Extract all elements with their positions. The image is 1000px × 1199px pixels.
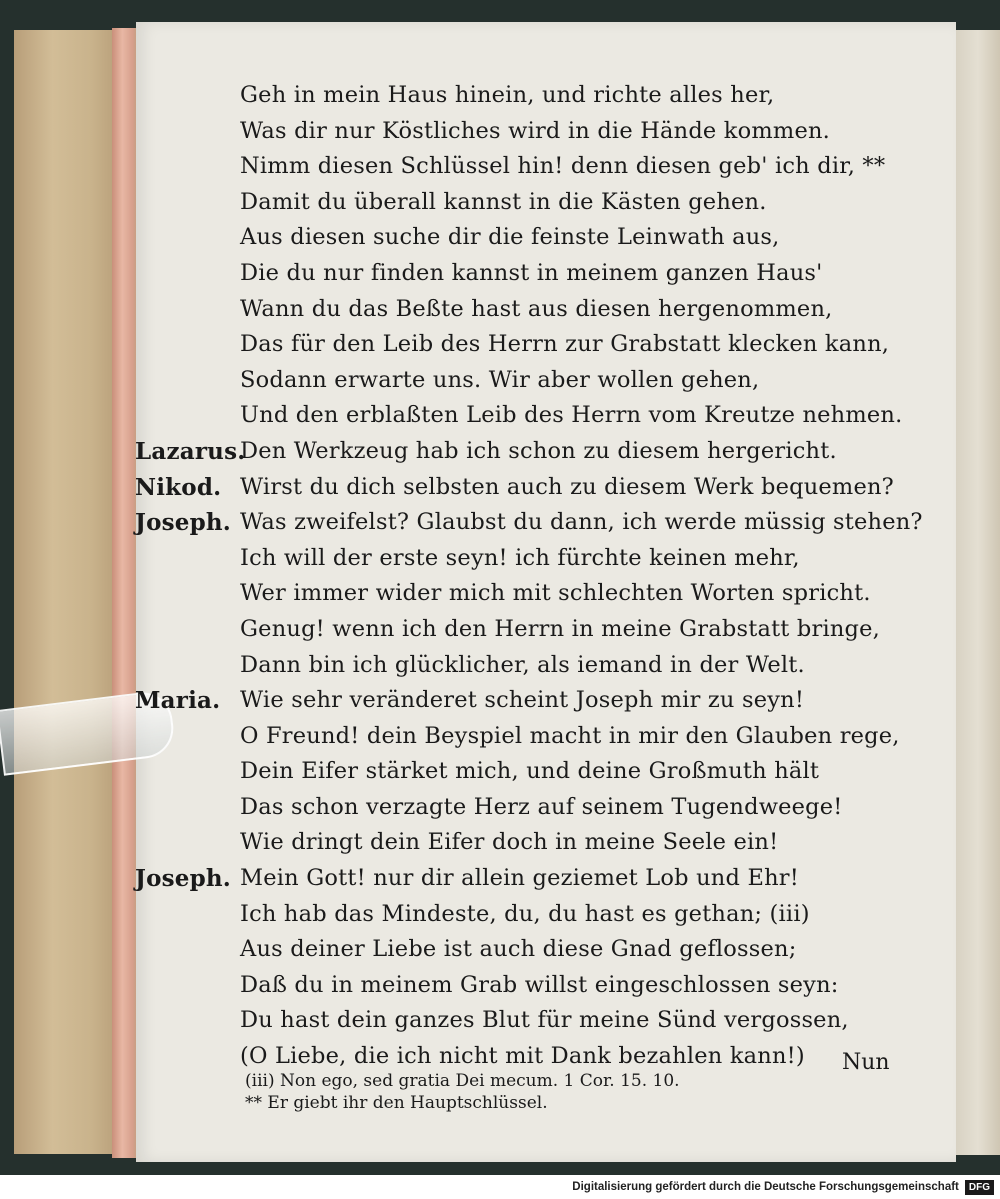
footnotes <box>245 1070 680 1114</box>
verse-line <box>135 541 895 577</box>
speaker-label: Nikod. <box>135 473 222 501</box>
next-page-edge <box>956 30 1000 1155</box>
verse-line <box>135 149 895 185</box>
footnote: ** Er giebt ihr den Hauptschlüssel. <box>245 1093 548 1113</box>
verse-text: Genug! wenn ich den Herrn in meine Grabstatt bringe, <box>240 615 881 642</box>
verse-text: Damit du überall kannst in die Kästen gehen. <box>240 188 767 215</box>
verse-line <box>135 256 895 292</box>
verse-text: Was zweifelst? Glaubst du dann, ich werde müssig stehen? <box>240 509 923 536</box>
speaker-label: Joseph. <box>135 865 232 893</box>
verse-text: O Freund! dein Beyspiel macht in mir den Glauben rege, <box>240 722 900 749</box>
verse-text: Den Werkzeug hab ich schon zu diesem hergericht. <box>240 437 837 464</box>
verse-line <box>135 220 895 256</box>
footnote: (iii) Non ego, sed gratia Dei mecum. 1 Cor. 15. 10. <box>245 1071 680 1091</box>
verse-line <box>135 398 903 434</box>
digitization-credit-bar <box>0 1175 1000 1199</box>
verse-text: Sodann erwarte uns. Wir aber wollen gehen, <box>240 366 760 393</box>
verse-line <box>135 114 895 150</box>
catchword: Nun <box>842 1050 890 1075</box>
verse-line <box>135 185 895 221</box>
verse-text: Aus diesen suche dir die feinste Leinwath aus, <box>240 224 780 251</box>
verse-line <box>135 648 895 684</box>
verse-text: Wer immer wider mich mit schlechten Worten spricht. <box>240 580 871 607</box>
verse-text: Geh in mein Haus hinein, und richte alles her, <box>240 82 775 108</box>
verse-line <box>135 505 923 541</box>
verse-text: (O Liebe, die ich nicht mit Dank bezahlen kann!) <box>240 1043 805 1070</box>
verse-text: Ich will der erste seyn! ich fürchte keinen mehr, <box>240 544 800 571</box>
dfg-logo: DFG <box>965 1180 994 1195</box>
verse-text: Wie sehr veränderet scheint Joseph mir zu seyn! <box>240 687 805 714</box>
verse-text: Wirst du dich selbsten auch zu diesem Werk bequemen? <box>240 473 894 500</box>
verse-line <box>135 897 895 933</box>
verse-line <box>135 363 895 399</box>
verse-line <box>135 292 895 328</box>
verse-text: Nimm diesen Schlüssel hin! denn diesen geb' ich dir, ** <box>240 153 886 180</box>
verse-text: Dein Eifer stärket mich, und deine Großmuth hält <box>240 758 820 785</box>
verse-text: Dann bin ich glücklicher, als iemand in der Welt. <box>240 651 805 678</box>
speaker-label: Joseph. <box>135 509 232 537</box>
speaker-label: Maria. <box>135 687 221 715</box>
credit-text: Digitalisierung gefördert durch die Deutsche Forschungsgemeinschaft <box>572 1181 959 1193</box>
verse-text: Ich hab das Mindeste, du, du hast es gethan; (iii) <box>240 900 810 927</box>
verse-text-block <box>135 78 923 1075</box>
verse-line <box>135 932 895 968</box>
verse-text: Das für den Leib des Herrn zur Grabstatt klecken kann, <box>240 331 890 358</box>
verse-line <box>135 470 895 506</box>
verse-line <box>135 790 895 826</box>
verse-line <box>135 1003 895 1039</box>
speaker-label: Lazarus. <box>135 437 246 465</box>
verse-line <box>135 719 900 755</box>
verse-text: Wann du das Beßte hast aus diesen hergenommen, <box>240 295 833 322</box>
verse-line <box>135 78 895 114</box>
verse-text: Das schon verzagte Herz auf seinem Tugendweege! <box>240 793 843 820</box>
verse-line <box>135 576 895 612</box>
book-cover-edge <box>14 30 124 1154</box>
verse-line <box>135 327 895 363</box>
verse-text: Du hast dein ganzes Blut für meine Sünd vergossen, <box>240 1007 849 1034</box>
verse-line <box>135 434 895 470</box>
verse-line <box>135 683 895 719</box>
verse-text: Und den erblaßten Leib des Herrn vom Kreutze nehmen. <box>240 402 903 429</box>
verse-text: Die du nur finden kannst in meinem ganzen Haus' <box>240 259 823 286</box>
verse-text: Wie dringt dein Eifer doch in meine Seele ein! <box>240 829 779 856</box>
verse-text: Mein Gott! nur dir allein geziemet Lob und Ehr! <box>240 865 799 892</box>
verse-text: Was dir nur Köstliches wird in die Hände kommen. <box>240 117 830 144</box>
verse-line <box>135 861 895 897</box>
verse-line <box>135 754 895 790</box>
verse-text: Aus deiner Liebe ist auch diese Gnad geflossen; <box>240 936 797 963</box>
verse-line <box>135 825 895 861</box>
verse-text: Daß du in meinem Grab willst eingeschlossen seyn: <box>240 971 839 998</box>
verse-line <box>135 968 895 1004</box>
verse-line <box>135 612 895 648</box>
